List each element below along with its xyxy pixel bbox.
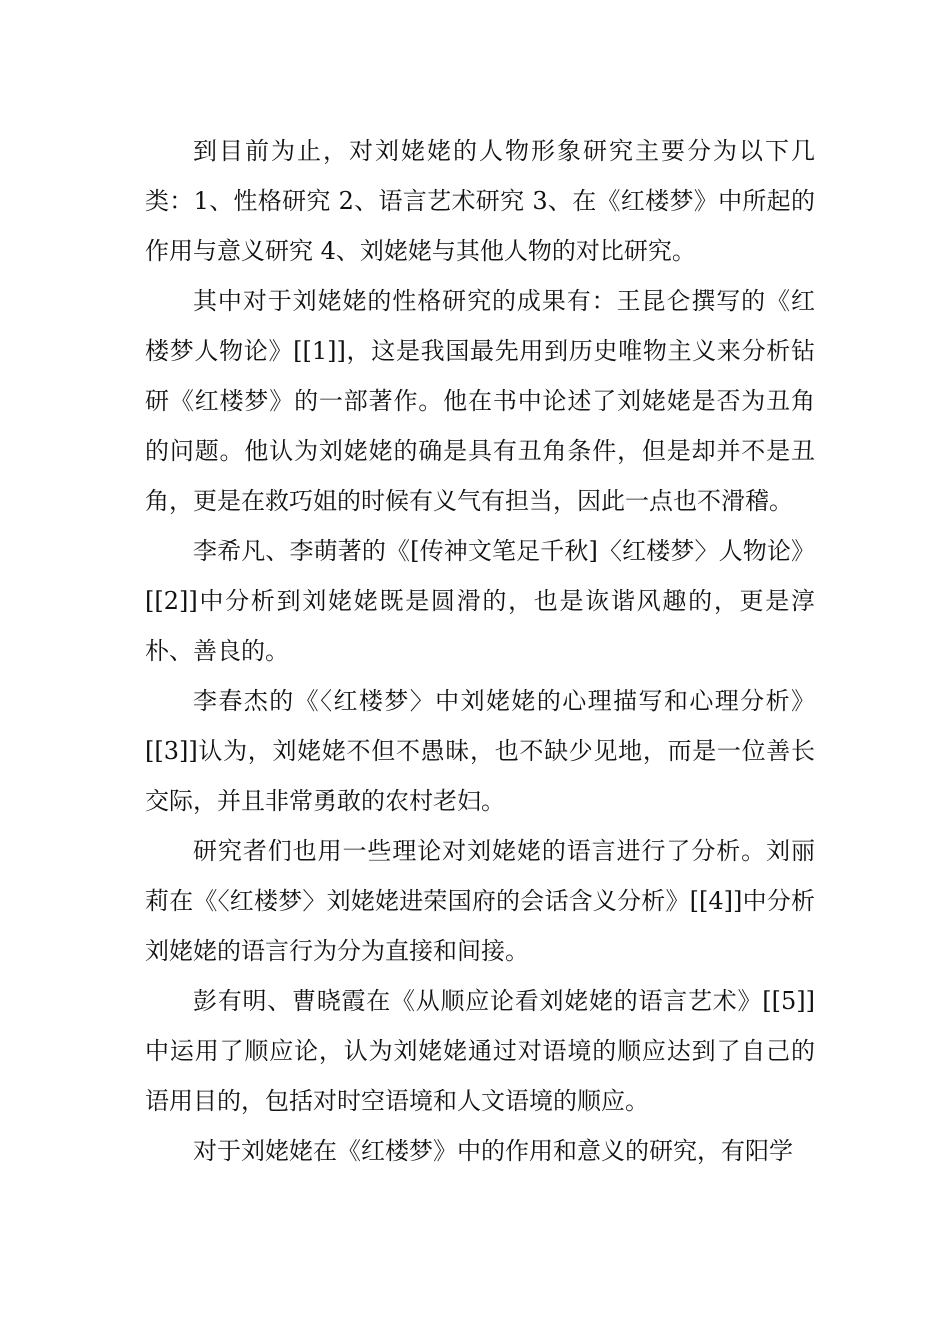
paragraph-role-significance: 对于刘姥姥在《红楼梦》中的作用和意义的研究，有阳学 [193, 1137, 793, 1165]
paragraph-adaptation-theory: 彭有明、曹晓霞在《从顺应论看刘姥姥的语言艺术》[[5]]中运用了顺应论，认为刘姥姥通过对语境的顺应达到了自己的语用目的，包括对时空语境和人文语境的顺应。 [145, 987, 815, 1115]
paragraph-li-xifan: 李希凡、李萌著的《[传神文笔足千秋]〈红楼梦〉人物论》[[2]]中分析到刘姥姥既是圆滑的，也是诙谐风趣的，更是淳朴、善良的。 [145, 537, 815, 665]
paragraph-research-overview: 到目前为止，对刘姥姥的人物形象研究主要分为以下几类：1、性格研究 2、语言艺术研究 3、在《红楼梦》中所起的作用与意义研究 4、刘姥姥与其他人物的对比研究。 [145, 137, 815, 265]
paragraph-personality-research: 其中对于刘姥姥的性格研究的成果有：王昆仑撰写的《红楼梦人物论》[[1]]，这是我国最先用到历史唯物主义来分析钻研《红楼梦》的一部著作。他在书中论述了刘姥姥是否为丑角的问题。他认为刘姥姥的确是具有丑角条件，但是却并不是丑角，更是在救巧姐的时候有义气有担当，因此一点也不滑稽。 [145, 287, 815, 515]
document-body [145, 126, 815, 1176]
paragraph-language-analysis: 研究者们也用一些理论对刘姥姥的语言进行了分析。刘丽莉在《〈红楼梦〉刘姥姥进荣国府的会话含义分析》[[4]]中分析刘姥姥的语言行为分为直接和间接。 [145, 837, 815, 965]
paragraph-li-chunjie: 李春杰的《〈红楼梦〉中刘姥姥的心理描写和心理分析》[[3]]认为，刘姥姥不但不愚昧，也不缺少见地，而是一位善长交际，并且非常勇敢的农村老妇。 [145, 687, 815, 815]
